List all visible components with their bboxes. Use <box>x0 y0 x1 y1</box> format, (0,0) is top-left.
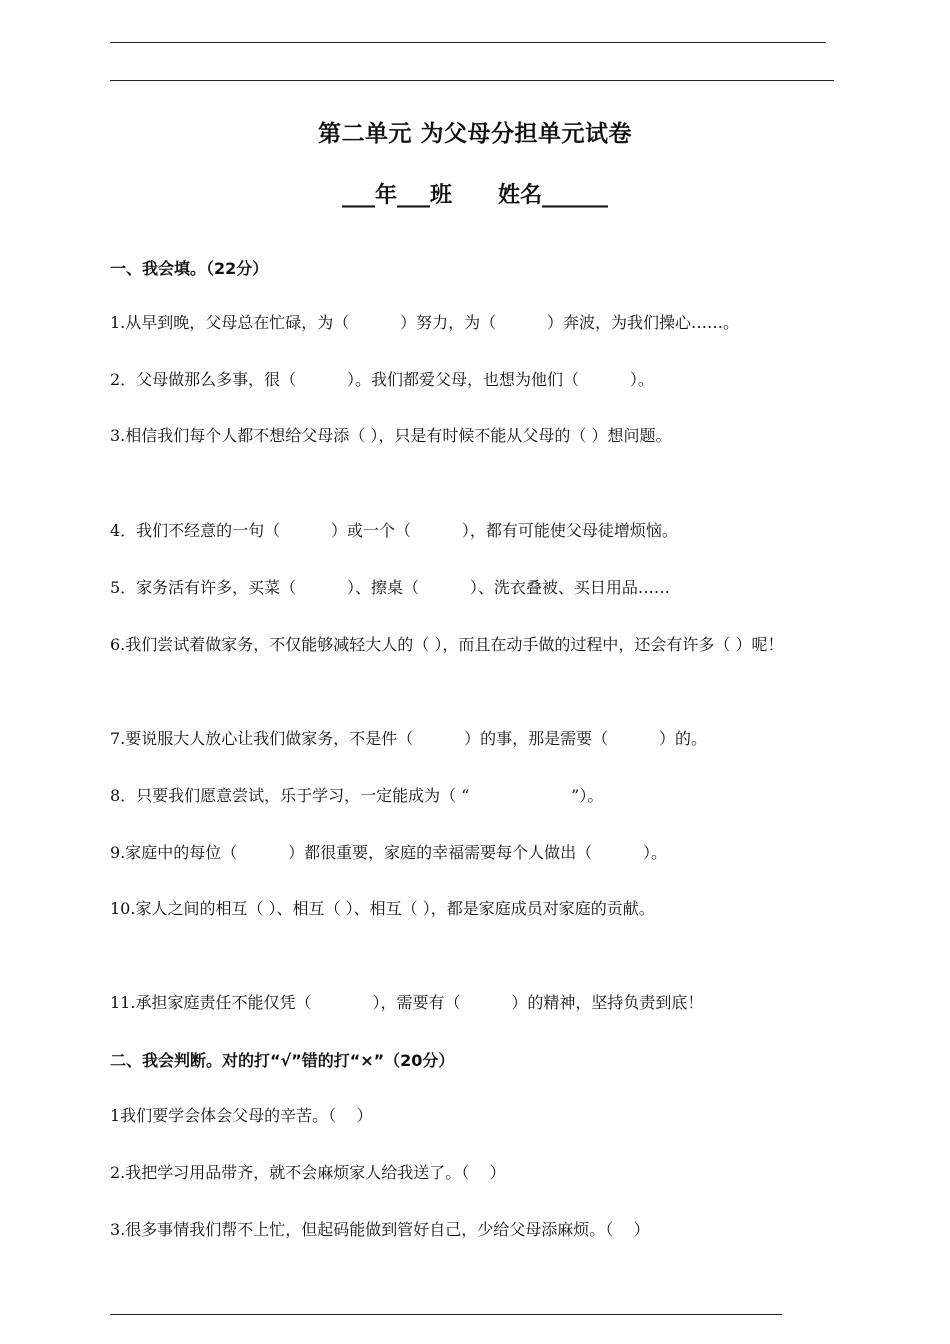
exam-title: 第二单元 为父母分担单元试卷 <box>317 121 632 147</box>
header-rule-top <box>110 42 826 43</box>
fill-question-11: 11.承担家庭责任不能仅凭（ ），需要有（ ）的精神，坚持负责到底！ <box>110 993 704 1012</box>
judge-question-1: 1我们要学会体会父母的辛苦。（ ） <box>110 1106 373 1125</box>
judge-question-3: 3.很多事情我们帮不上忙，但起码能做到管好自己，少给父母添麻烦。（ ） <box>110 1220 650 1239</box>
fill-question-6: 6.我们尝试着做家务，不仅能够减轻大人的（ ），而且在动手做的过程中，还会有许多（ ）呢！ <box>110 635 784 654</box>
fill-question-2: 2．父母做那么多事，很（ ）。我们都爱父母，也想为他们（ ）。 <box>110 370 654 389</box>
fill-question-8: 8．只要我们愿意尝试，乐于学习，一定能成为（ “ ”）。 <box>110 786 604 805</box>
fill-question-7: 7.要说服大人放心让我们做家务，不是件（ ）的事，那是需要（ ）的。 <box>110 729 707 748</box>
student-info-line: ___年___班 姓名______ <box>342 183 608 208</box>
judge-question-2: 2.我把学习用品带齐，就不会麻烦家人给我送了。（ ） <box>110 1163 506 1182</box>
fill-question-4: 4．我们不经意的一句（ ）或一个（ ），都有可能使父母徒增烦恼。 <box>110 521 678 540</box>
fill-question-1: 1.从早到晚，父母总在忙碌，为（ ）努力，为（ ）奔波，为我们操心……。 <box>110 313 739 332</box>
fill-question-10: 10.家人之间的相互（ ）、相互（ ）、相互（ ），都是家庭成员对家庭的贡献。 <box>110 899 655 918</box>
header-rule-bottom <box>110 80 834 81</box>
section-1-heading: 一、我会填。（22分） <box>110 259 269 278</box>
fill-question-5: 5．家务活有许多，买菜（ ）、擦桌（ ）、洗衣叠被、买日用品…… <box>110 578 670 597</box>
section-2-heading: 二、我会判断。对的打“√”错的打“×”（20分） <box>110 1051 455 1070</box>
fill-question-9: 9.家庭中的每位（ ）都很重要，家庭的幸福需要每个人做出（ ）。 <box>110 843 667 862</box>
footer-rule <box>110 1314 782 1315</box>
fill-question-3: 3.相信我们每个人都不想给父母添（ ），只是有时候不能从父母的（ ）想问题。 <box>110 426 672 445</box>
